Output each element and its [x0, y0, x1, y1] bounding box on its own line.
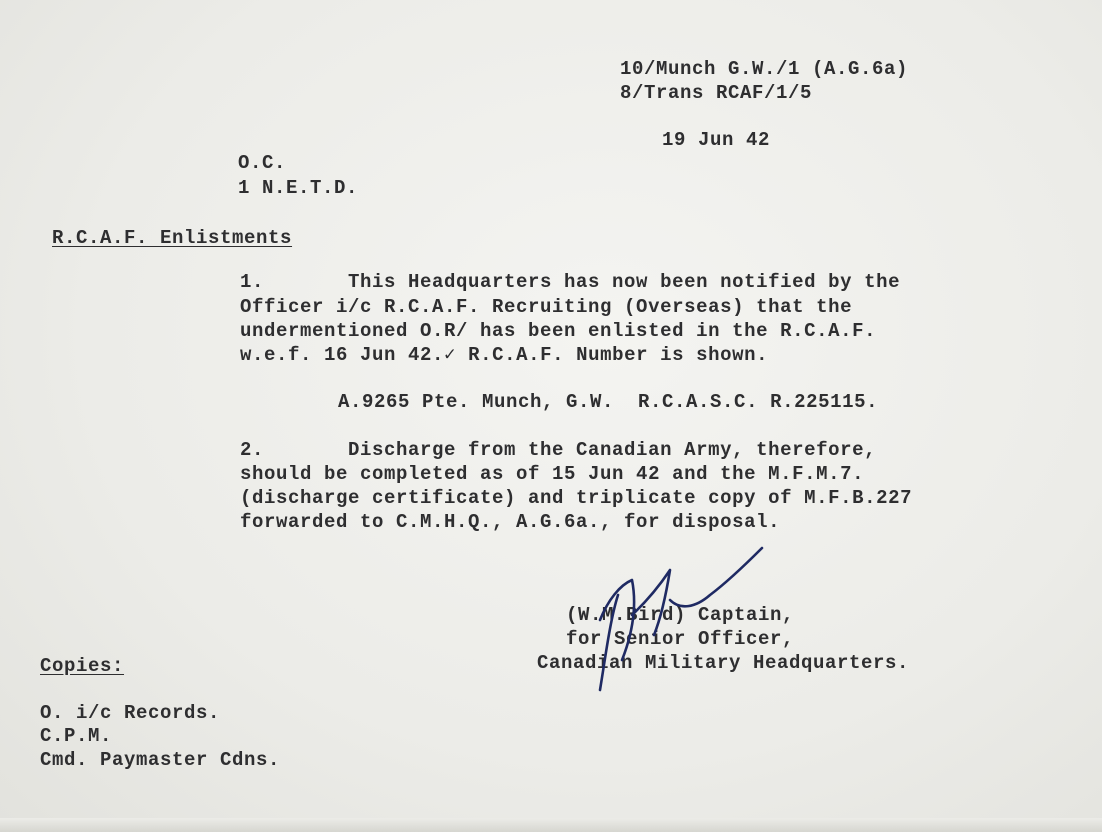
paragraph-1-line-4: [240, 343, 768, 367]
copies-item-2: C.P.M.: [40, 725, 113, 747]
paragraph-2-line-1: 2. Discharge from the Canadian Army, therefore,: [240, 439, 877, 461]
letter-date: 19 Jun 42: [662, 129, 771, 151]
paragraph-1-line-1: 1. This Headquarters has now been notified by the: [240, 271, 901, 293]
paragraph-1-date: w.e.f. 16 Jun 42.: [240, 344, 445, 366]
signature-name-line: (W.M.Bird) Captain,: [566, 604, 795, 626]
paragraph-2-line-4: forwarded to C.M.H.Q., A.G.6a., for disposal.: [240, 511, 781, 533]
paragraph-2-line-3: (discharge certificate) and triplicate copy of M.F.B.227: [240, 487, 913, 509]
signature-hq-line: Canadian Military Headquarters.: [537, 652, 910, 674]
paragraph-1-line-3: undermentioned O.R/ has been enlisted in the R.C.A.F.: [240, 320, 877, 342]
subject-heading: R.C.A.F. Enlistments: [52, 227, 293, 249]
addressee-line-1: O.C.: [238, 152, 287, 174]
signature-for-line: for Senior Officer,: [566, 628, 795, 650]
copies-heading: Copies:: [40, 655, 125, 677]
reference-line-1: 10/Munch G.W./1 (A.G.6a): [620, 58, 909, 80]
copies-item-1: O. i/c Records.: [40, 702, 221, 724]
copies-item-3: Cmd. Paymaster Cdns.: [40, 749, 281, 771]
paragraph-1-number-note: R.C.A.F. Number is shown.: [468, 344, 769, 366]
paragraph-1-line-2: Officer i/c R.C.A.F. Recruiting (Overseas) that the: [240, 296, 853, 318]
reference-line-2: 8/Trans RCAF/1/5: [620, 82, 813, 104]
page-bottom-edge: [0, 818, 1102, 832]
checkmark-icon: ✓: [444, 344, 457, 366]
enlistee-entry: A.9265 Pte. Munch, G.W. R.C.A.S.C. R.225115.: [338, 391, 879, 413]
paragraph-2-line-2: should be completed as of 15 Jun 42 and the M.F.M.7.: [240, 463, 865, 485]
handwritten-signature: [560, 540, 780, 710]
addressee-line-2: 1 N.E.T.D.: [238, 177, 359, 199]
